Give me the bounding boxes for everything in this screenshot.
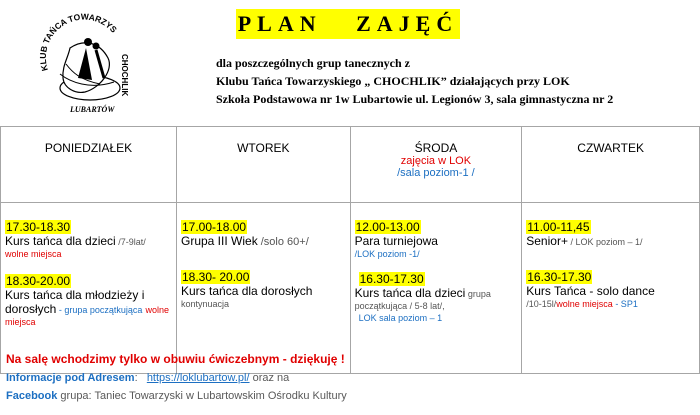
- facebook-group-text: grupa: Taniec Towarzyski w Lubartowskim Ośrodku Kultury: [57, 390, 347, 402]
- schedule-body-row: [1, 203, 700, 374]
- day-header-monday: [1, 127, 177, 203]
- day-cell-tuesday: [177, 203, 351, 374]
- class-detail: /LOK poziom -1/: [354, 249, 420, 259]
- day-cell-thursday: [522, 203, 700, 374]
- class-name: Kurs tańca dla dzieci: [5, 234, 116, 248]
- class-entry: [181, 220, 346, 248]
- class-detail: / LOK poziom – 1/: [567, 237, 643, 247]
- class-name: Kurs Tańca - solo dance: [526, 284, 655, 298]
- class-entry: [355, 272, 518, 324]
- website-link[interactable]: https://loklubartow.pl/: [146, 372, 250, 384]
- class-detail: /7-9lat/: [115, 237, 146, 247]
- logo-arc-text: KLUB TAŃCA TOWARZYS: [37, 11, 119, 73]
- class-detail: grupa początkująca / 5-8 lat/,: [354, 289, 491, 311]
- class-time: 16.30-17.30: [359, 272, 424, 286]
- class-name: Grupa III Wiek: [181, 234, 258, 248]
- day-cell-monday: [1, 203, 177, 374]
- facebook-label: Facebook: [6, 390, 58, 402]
- class-entry: [5, 274, 172, 328]
- schedule-table: [0, 126, 700, 374]
- class-entry: [526, 220, 695, 248]
- class-name: Kurs tańca dla dorosłych: [181, 284, 313, 298]
- footer-facebook-line: [6, 388, 347, 402]
- day-name: ŚRODA: [414, 141, 458, 155]
- class-entry: [5, 220, 172, 260]
- day-header-thursday: [522, 127, 700, 203]
- dancing-couple-icon: [60, 38, 120, 100]
- class-detail: - grupa początkująca: [56, 305, 143, 315]
- class-name: Kurs tańca dla młodzieży i dorosłych: [5, 288, 145, 316]
- day-room: /sala poziom-1 /: [397, 167, 475, 179]
- class-name: Senior+: [526, 234, 568, 248]
- day-header-tuesday: [177, 127, 351, 203]
- info-label: Informacje pod Adresem: [6, 372, 135, 384]
- class-name: Kurs tańca dla dzieci: [354, 286, 466, 300]
- logo-bottom-text: LUBARTÓW: [70, 105, 115, 114]
- class-time: 18.30- 20.00: [182, 270, 250, 284]
- class-time: 17.00-18.00: [182, 220, 247, 234]
- class-detail: /10-15l/: [526, 299, 557, 309]
- day-name: WTOREK: [237, 141, 290, 155]
- footer-info-line: [6, 370, 289, 384]
- day-name: PONIEDZIAŁEK: [44, 141, 133, 155]
- day-header-wednesday: [350, 127, 522, 203]
- day-name: CZWARTEK: [577, 141, 644, 155]
- info-tail: oraz na: [249, 372, 290, 384]
- class-location: - SP1: [612, 299, 638, 309]
- class-room: LOK sala poziom – 1: [358, 313, 443, 323]
- class-time: 17.30-18.30: [6, 220, 71, 234]
- free-places: wolne miejsca: [556, 299, 613, 309]
- class-entry: [526, 270, 695, 310]
- page-title: [236, 9, 460, 39]
- class-name: Para turniejowa: [354, 234, 438, 248]
- info-separator: :: [134, 372, 147, 384]
- free-places: wolne miejsca: [5, 249, 62, 259]
- header-line-1: dla poszczególnych grup tanecznych z: [216, 56, 410, 70]
- class-time: 12.00-13.00: [355, 220, 420, 234]
- schedule-header-row: [1, 127, 700, 203]
- club-logo: [30, 8, 140, 116]
- day-cell-wednesday: [350, 203, 522, 374]
- class-detail: /solo 60+/: [257, 236, 309, 248]
- class-detail: kontynuacja: [181, 299, 230, 309]
- class-time: 18.30-20.00: [6, 274, 71, 288]
- header-line-3: Szkoła Podstawowa nr 1w Lubartowie ul. Legionów 3, sala gimnastyczna nr 2: [216, 92, 614, 106]
- free-places: wolne miejsca: [5, 305, 169, 327]
- class-time: 16.30-17.30: [527, 270, 592, 284]
- class-entry: [181, 270, 346, 310]
- page-title-text: PLAN ZAJĘĆ: [237, 11, 459, 36]
- class-time: 11.00-11,45: [527, 220, 590, 234]
- logo-side-text: CHOCHLIK: [120, 54, 129, 97]
- footer-notice: Na salę wchodzimy tylko w obuwiu ćwiczebnym - dziękuję !: [6, 352, 345, 366]
- day-note: zajęcia w LOK: [400, 155, 472, 167]
- header-line-2: Klubu Tańca Towarzyskiego „ CHOCHLIK” działających przy LOK: [216, 74, 570, 88]
- class-entry: [355, 220, 518, 260]
